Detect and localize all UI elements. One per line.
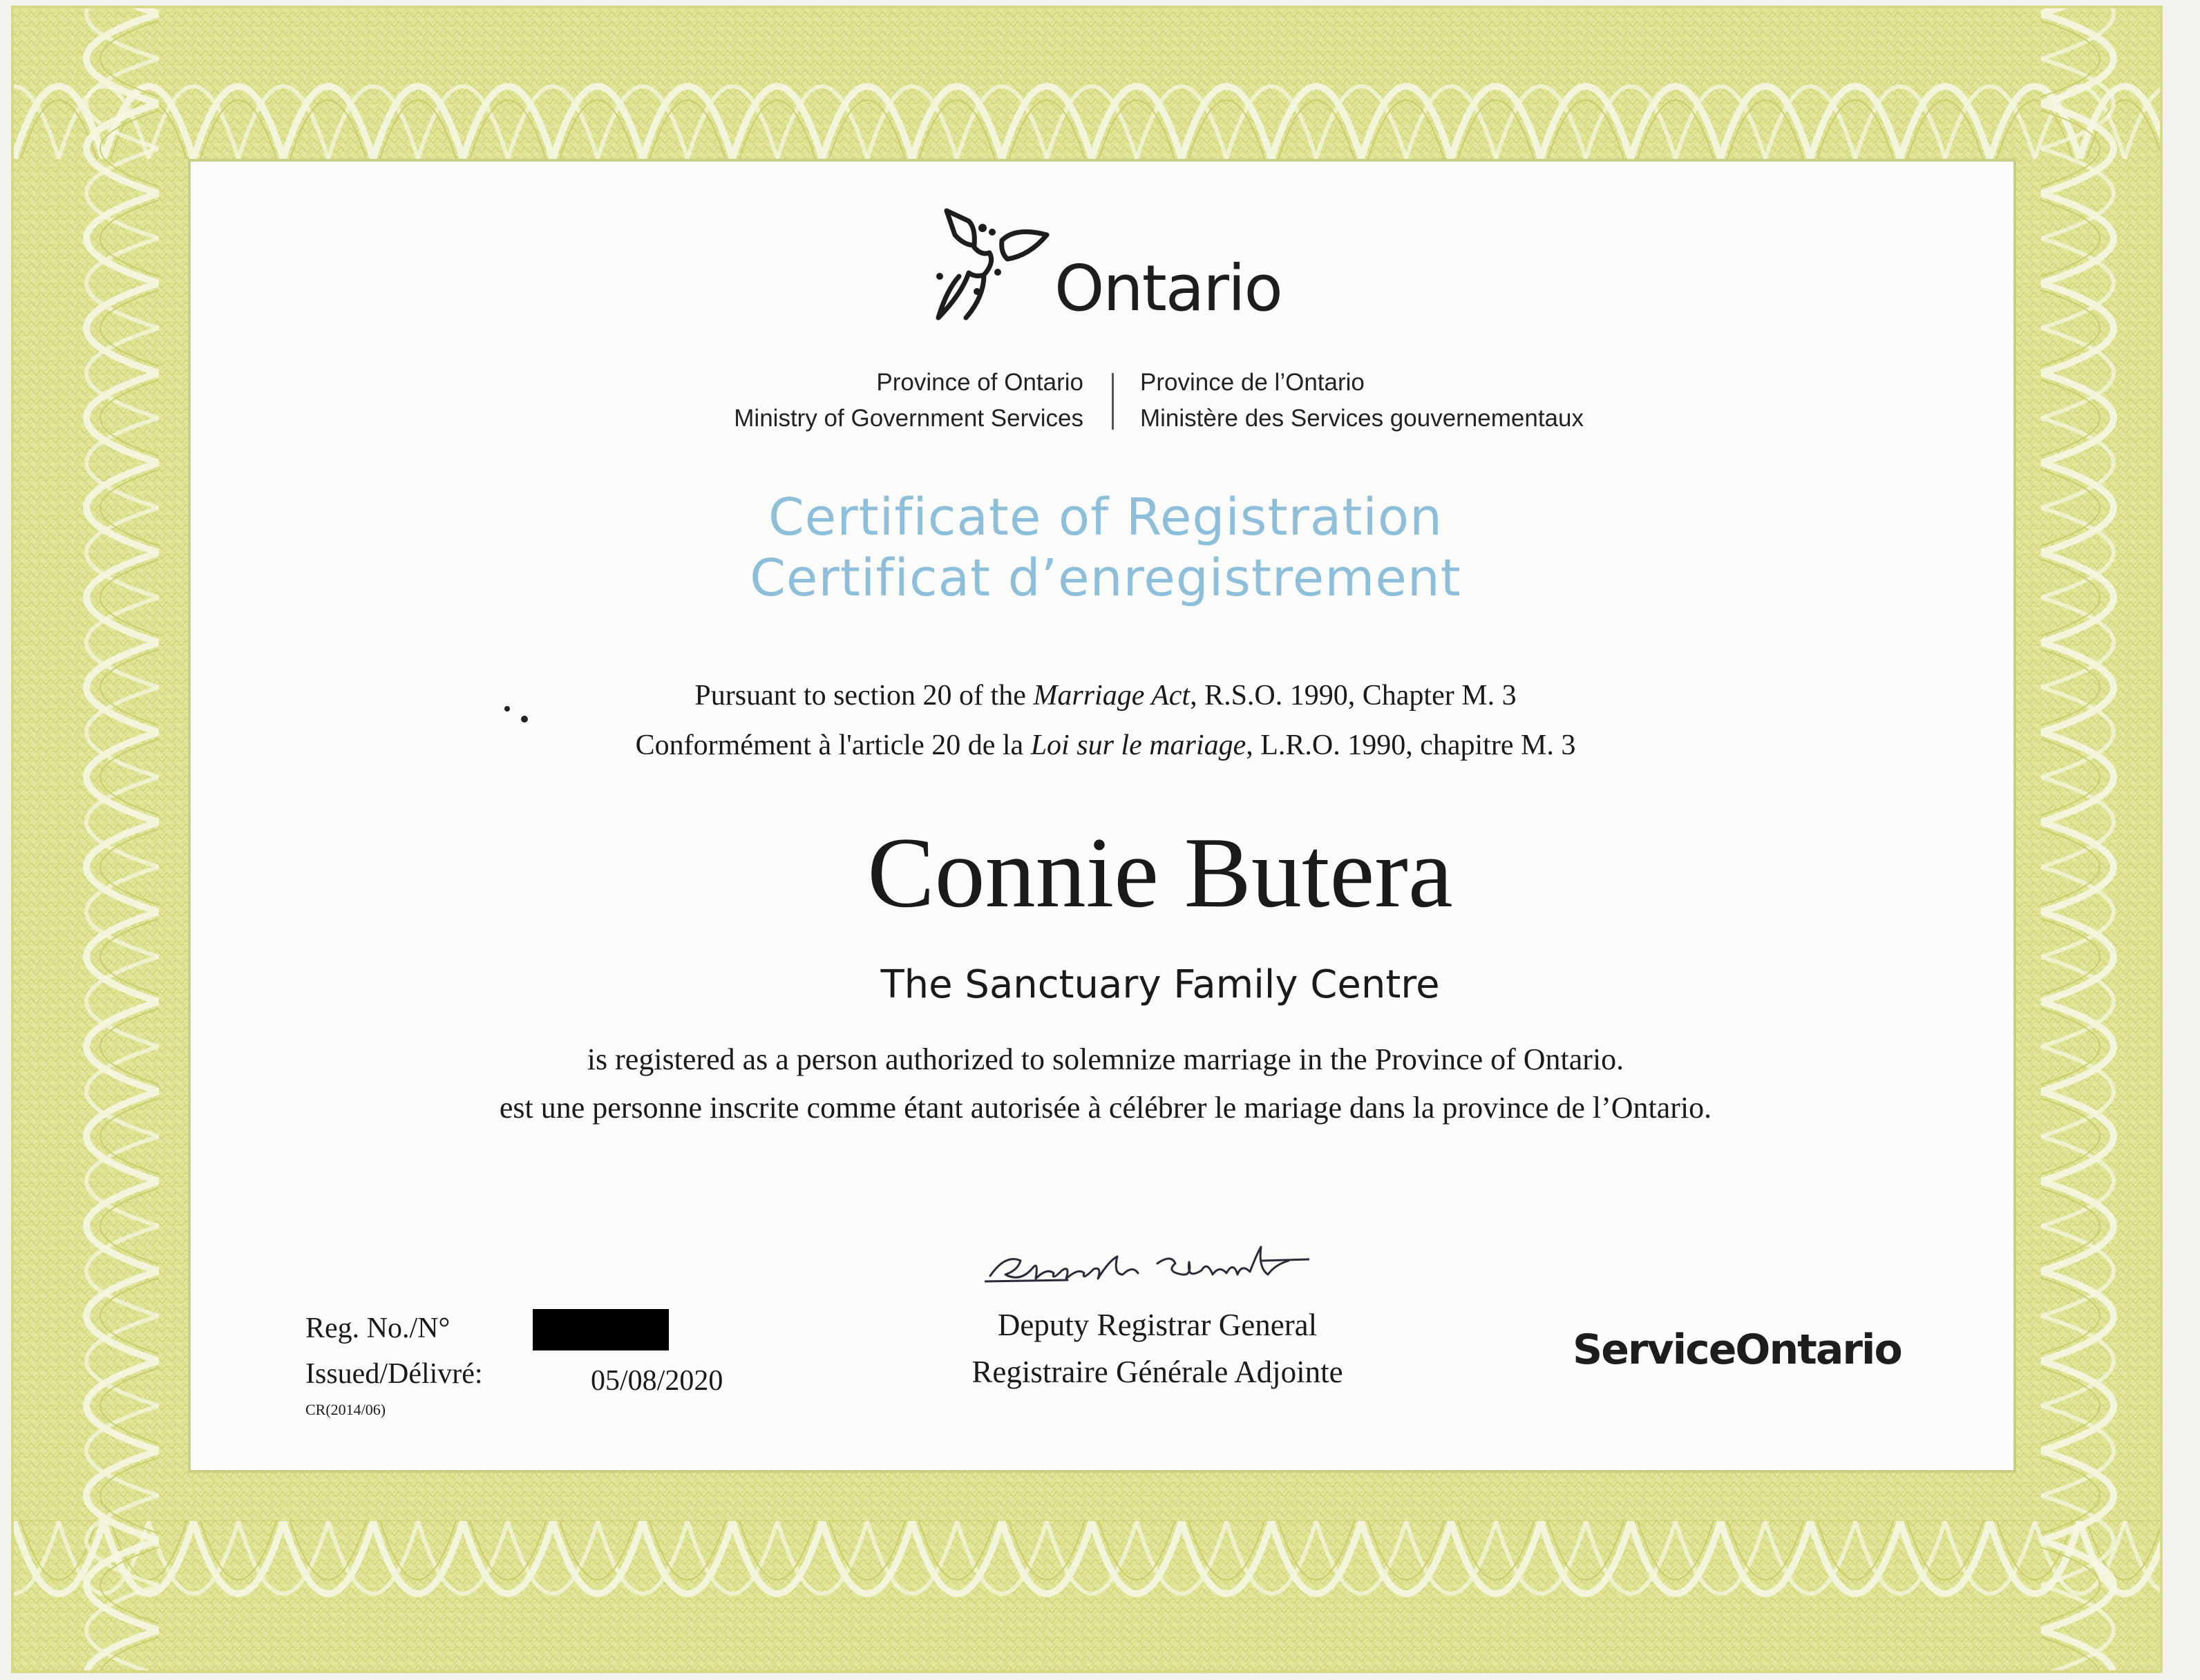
loi-mariage-title: Loi sur le mariage: [1030, 729, 1246, 761]
marriage-act-title: Marriage Act: [1033, 680, 1191, 712]
ministry-french: [1140, 365, 1584, 437]
issued-date: 05/08/2020: [591, 1365, 723, 1397]
pursuant-french: [484, 731, 1727, 760]
ontario-wordmark: Ontario: [1054, 251, 1282, 325]
certificate-title-french: Certificat d’enregistrement: [750, 548, 1461, 608]
pursuant-english-suffix: , R.S.O. 1990, Chapter M. 3: [1190, 680, 1517, 712]
deputy-title-french: Registraire Générale Adjointe: [971, 1355, 1343, 1389]
pursuant-english: [484, 681, 1727, 710]
ministry-english-line1: Province of Ontario: [876, 369, 1083, 396]
ministry-divider: [1112, 373, 1114, 430]
pursuant-english-prefix: Pursuant to section 20 of the: [694, 680, 1034, 712]
serviceontario-logo: ServiceOntario: [1573, 1326, 1902, 1374]
statement-english: is registered as a person authorized to solemnize marriage in the Province of Ontario.: [587, 1042, 1624, 1076]
registrant-name: Connie Butera: [867, 817, 1453, 928]
ministry-english-line2: Ministry of Government Services: [734, 405, 1083, 432]
registrant-organization: The Sanctuary Family Centre: [880, 962, 1440, 1007]
pursuant-french-suffix: , L.R.O. 1990, chapitre M. 3: [1246, 729, 1576, 761]
form-code: CR(2014/06): [305, 1401, 386, 1418]
pursuant-french-prefix: Conformément à l'article 20 de la: [635, 729, 1031, 761]
ontario-logo: [926, 207, 1299, 338]
trillium-icon: [926, 207, 1064, 332]
issued-label: Issued/Délivré:: [305, 1358, 483, 1390]
deputy-signature: [985, 1240, 1309, 1295]
reg-number-label: Reg. No./N°: [305, 1312, 451, 1344]
statement-french: est une personne inscrite comme étant autorisée à célébrer le mariage dans la province de l’Ontario.: [499, 1091, 1712, 1125]
ministry-french-line1: Province de l’Ontario: [1140, 369, 1365, 396]
ink-speck: [521, 716, 528, 723]
ministry-french-line2: Ministère des Services gouvernementaux: [1140, 405, 1584, 432]
deputy-title-english: Deputy Registrar General: [997, 1308, 1318, 1342]
certificate-title-english: Certificate of Registration: [768, 488, 1443, 547]
ink-speck: [504, 706, 510, 712]
redacted-reg-number: [533, 1309, 669, 1350]
ministry-english: [734, 365, 1083, 437]
